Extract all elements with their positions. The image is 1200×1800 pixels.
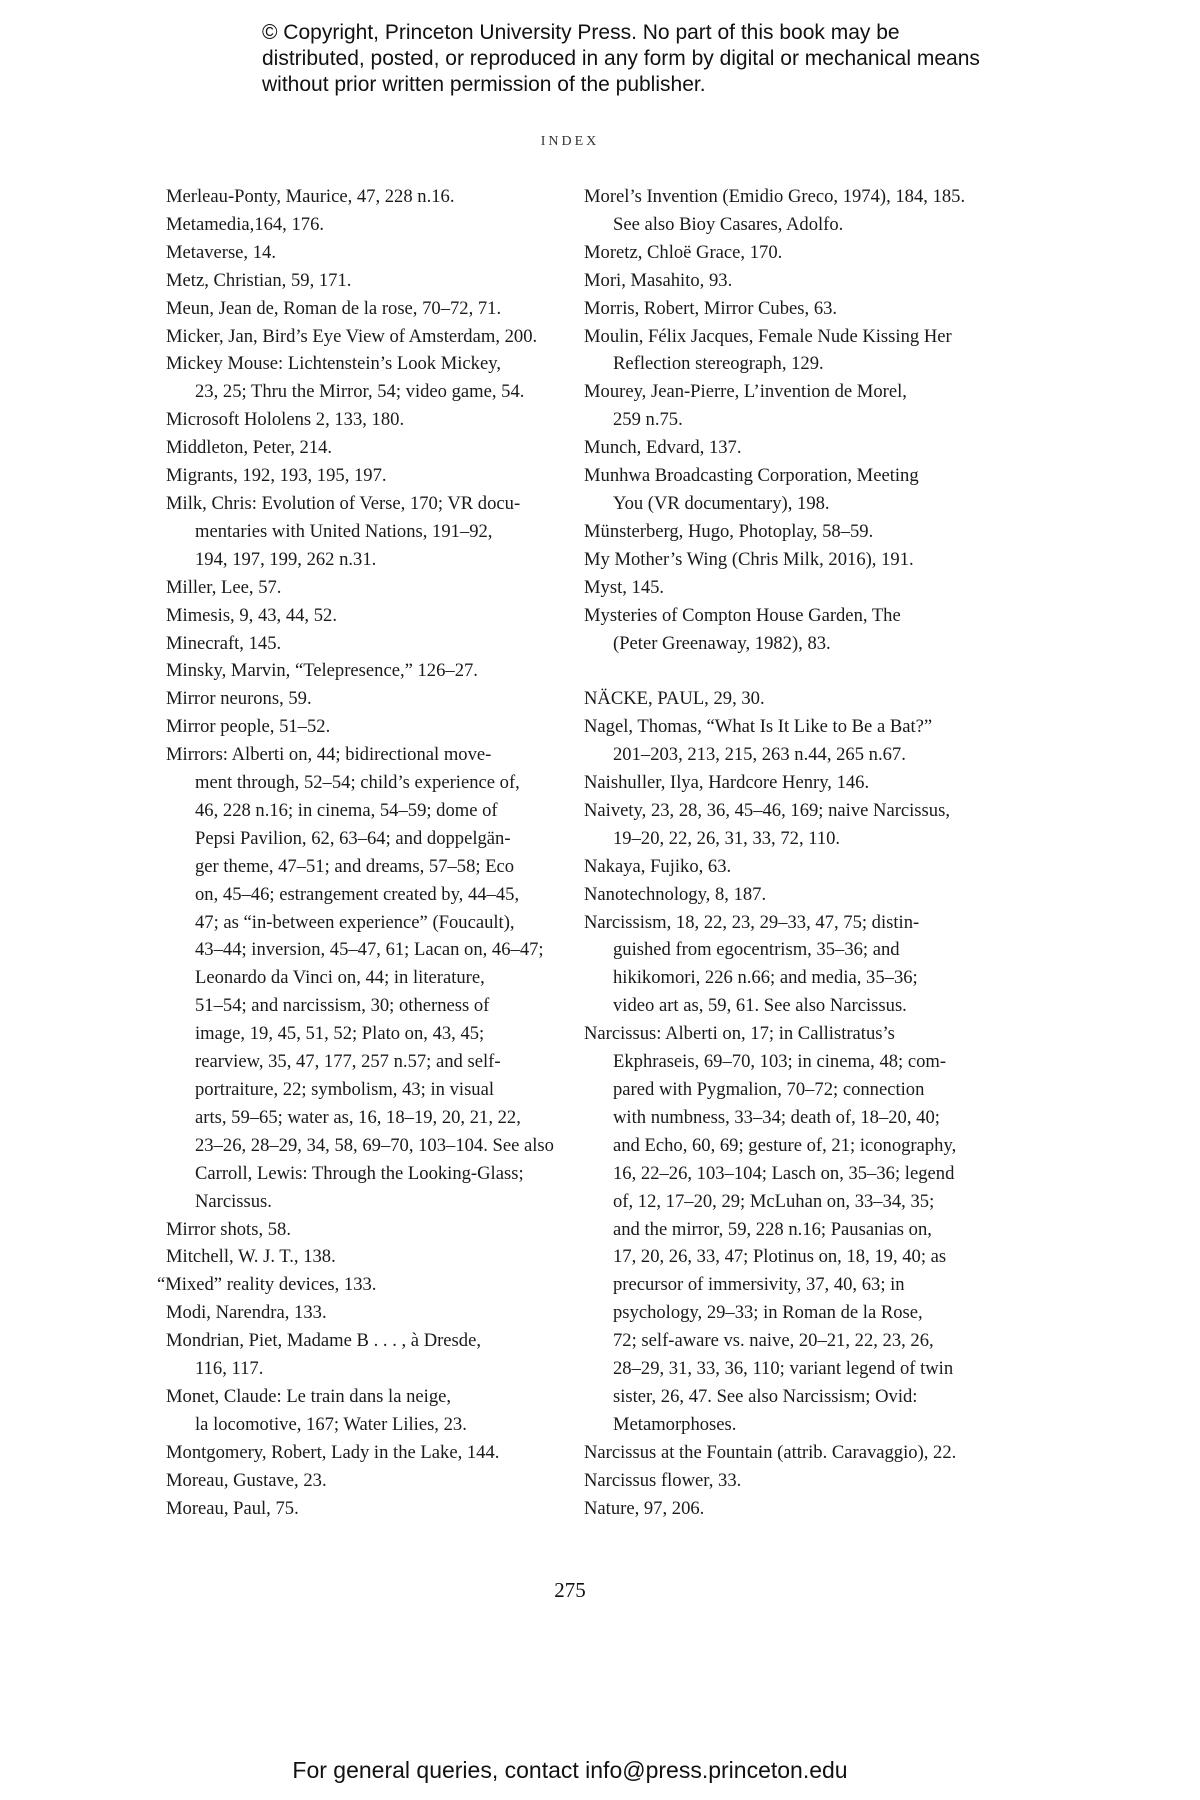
index-entry bbox=[166, 713, 566, 741]
entry-line: Nakaya, Fujiko, 63. bbox=[584, 855, 732, 877]
entry-line: Carroll, Lewis: Through the Looking-Glass; bbox=[195, 1162, 524, 1184]
index-column-left bbox=[157, 183, 566, 1523]
entry-line: mentaries with United Nations, 191–92, bbox=[195, 520, 493, 542]
index-entry bbox=[166, 685, 566, 713]
entry-line: hikikomori, 226 n.66; and media, 35–36; bbox=[613, 967, 918, 989]
page-number: 275 bbox=[554, 1578, 586, 1602]
entry-line: video art as, 59, 61. See also Narcissus. bbox=[613, 995, 907, 1017]
entry-line: Morel’s Invention (Emidio Greco, 1974), 184, 185. bbox=[584, 186, 966, 207]
entry-line: arts, 59–65; water as, 16, 18–19, 20, 21, 22, bbox=[195, 1106, 521, 1128]
entry-line: 28–29, 31, 33, 36, 110; variant legend of twin bbox=[613, 1358, 954, 1380]
index-entry bbox=[584, 546, 984, 574]
index-entry bbox=[584, 295, 984, 323]
entry-line: Mitchell, W. J. T., 138. bbox=[166, 1246, 336, 1268]
index-entry bbox=[584, 685, 984, 713]
index-entry bbox=[166, 434, 566, 462]
index-entry bbox=[584, 1020, 984, 1439]
index-entry bbox=[166, 1383, 566, 1439]
entry-line: Mondrian, Piet, Madame B . . . , à Dresde, bbox=[166, 1330, 481, 1352]
index-entry bbox=[584, 1467, 984, 1495]
entry-line: 19–20, 22, 26, 31, 33, 72, 110. bbox=[613, 827, 841, 849]
entry-line: of, 12, 17–20, 29; McLuhan on, 33–34, 35; bbox=[613, 1190, 935, 1212]
index-entry bbox=[584, 881, 984, 909]
entry-line: Moreau, Paul, 75. bbox=[166, 1497, 299, 1519]
index-entry bbox=[166, 350, 566, 406]
entry-line: Merleau-Ponty, Maurice, 47, 228 n.16. bbox=[166, 186, 455, 207]
entry-line: Morris, Robert, Mirror Cubes, 63. bbox=[584, 297, 838, 319]
entry-line: Munhwa Broadcasting Corporation, Meeting bbox=[584, 465, 919, 487]
index-entry bbox=[166, 323, 566, 351]
index-entry bbox=[166, 574, 566, 602]
index-column-right bbox=[584, 183, 984, 1522]
entry-line: pared with Pygmalion, 70–72; connection bbox=[613, 1078, 925, 1100]
entry-line: Migrants, 192, 193, 195, 197. bbox=[166, 465, 387, 487]
index-entry bbox=[584, 267, 984, 295]
running-head: INDEX bbox=[540, 134, 600, 149]
entry-line: 194, 197, 199, 262 n.31. bbox=[195, 548, 377, 570]
entry-line: psychology, 29–33; in Roman de la Rose, bbox=[613, 1302, 923, 1324]
entry-line: portraiture, 22; symbolism, 43; in visual bbox=[195, 1079, 495, 1100]
entry-line: Munch, Edvard, 137. bbox=[584, 437, 742, 459]
entry-line: Mori, Masahito, 93. bbox=[584, 269, 733, 291]
index-entry bbox=[166, 741, 566, 1215]
entry-line: Narcissus at the Fountain (attrib. Caravaggio), 22. bbox=[584, 1441, 957, 1463]
index-entry bbox=[166, 657, 566, 685]
index-entry bbox=[166, 630, 566, 658]
entry-line: ger theme, 47–51; and dreams, 57–58; Eco bbox=[195, 855, 515, 877]
entry-line: Naishuller, Ilya, Hardcore Henry, 146. bbox=[584, 772, 870, 794]
entry-line: Naivety, 23, 28, 36, 45–46, 169; naive Narcissus, bbox=[584, 799, 950, 821]
entry-line: Nanotechnology, 8, 187. bbox=[584, 883, 767, 905]
entry-line: Moreau, Gustave, 23. bbox=[166, 1469, 327, 1491]
entry-line: Meun, Jean de, Roman de la rose, 70–72, 71. bbox=[166, 297, 502, 319]
index-entry bbox=[166, 406, 566, 434]
index-entry bbox=[166, 1299, 566, 1327]
footer-contact: For general queries, contact info@press.princeton.edu bbox=[292, 1757, 848, 1783]
entry-line: 23, 25; Thru the Mirror, 54; video game, 54. bbox=[195, 381, 525, 403]
entry-line: with numbness, 33–34; death of, 18–20, 40; bbox=[613, 1106, 940, 1128]
entry-line: Metz, Christian, 59, 171. bbox=[166, 269, 352, 291]
entry-line: You (VR documentary), 198. bbox=[613, 492, 830, 514]
entry-line: Metamorphoses. bbox=[613, 1413, 737, 1435]
entry-line: Mirrors: Alberti on, 44; bidirectional move- bbox=[166, 744, 492, 766]
entry-line: Moretz, Chloë Grace, 170. bbox=[584, 241, 783, 263]
entry-line: and the mirror, 59, 228 n.16; Pausanias on, bbox=[613, 1218, 932, 1240]
entry-line: 201–203, 213, 215, 263 n.44, 265 n.67. bbox=[613, 744, 906, 766]
index-entry bbox=[584, 1495, 984, 1523]
entry-line: Mirror neurons, 59. bbox=[166, 688, 312, 710]
entry-line: Münsterberg, Hugo, Photoplay, 58–59. bbox=[584, 520, 874, 542]
entry-line: Minecraft, 145. bbox=[166, 632, 282, 654]
entry-line: Reflection stereograph, 129. bbox=[613, 353, 824, 375]
entry-line: 17, 20, 26, 33, 47; Plotinus on, 18, 19, 40; as bbox=[613, 1246, 947, 1268]
copyright-notice: © Copyright, Princeton University Press. No part of this book may be distributed, posted, or reproduced in any form by digital or mechanical means without prior written permission of the publisher. bbox=[262, 21, 980, 96]
entry-line: Mirror people, 51–52. bbox=[166, 716, 331, 738]
index-entry bbox=[584, 462, 984, 518]
index-entry bbox=[584, 518, 984, 546]
entry-line: 259 n.75. bbox=[613, 409, 683, 431]
entry-line: Myst, 145. bbox=[584, 576, 665, 598]
index-entry bbox=[166, 1439, 566, 1467]
index-entry bbox=[584, 434, 984, 462]
index-entry bbox=[584, 769, 984, 797]
index-entry bbox=[584, 853, 984, 881]
entry-line: Miller, Lee, 57. bbox=[166, 576, 282, 598]
entry-line: Mourey, Jean-Pierre, L’invention de Morel, bbox=[584, 381, 907, 403]
entry-line: 116, 117. bbox=[195, 1358, 264, 1380]
entry-line: Moulin, Félix Jacques, Female Nude Kissing Her bbox=[584, 325, 952, 347]
entry-line: on, 45–46; estrangement created by, 44–45, bbox=[195, 883, 520, 905]
index-entry bbox=[166, 462, 566, 490]
entry-line: Narcissus: Alberti on, 17; in Callistratus’s bbox=[584, 1023, 895, 1045]
entry-line: sister, 26, 47. See also Narcissism; Ovid: bbox=[613, 1385, 918, 1407]
index-entry bbox=[584, 797, 984, 853]
index-entry bbox=[166, 211, 566, 239]
entry-line: Pepsi Pavilion, 62, 63–64; and doppelgän- bbox=[195, 827, 511, 849]
entry-line: la locomotive, 167; Water Lilies, 23. bbox=[195, 1413, 467, 1435]
index-entry bbox=[584, 239, 984, 267]
entry-line: Microsoft Hololens 2, 133, 180. bbox=[166, 409, 405, 431]
index-entry bbox=[166, 1216, 566, 1244]
entry-line: Middleton, Peter, 214. bbox=[166, 437, 333, 459]
entry-line: 23–26, 28–29, 34, 58, 69–70, 103–104. See also bbox=[195, 1134, 554, 1156]
index-entry bbox=[166, 267, 566, 295]
index-entry bbox=[166, 1327, 566, 1383]
entry-line: Milk, Chris: Evolution of Verse, 170; VR docu- bbox=[166, 492, 521, 514]
entry-line: Ekphraseis, 69–70, 103; in cinema, 48; com- bbox=[613, 1051, 947, 1073]
entry-line: guished from egocentrism, 35–36; and bbox=[613, 939, 900, 961]
index-entry bbox=[166, 1467, 566, 1495]
entry-line: Monet, Claude: Le train dans la neige, bbox=[166, 1385, 452, 1407]
index-entry bbox=[584, 183, 984, 239]
entry-line: 47; as “in-between experience” (Foucault), bbox=[195, 911, 515, 933]
index-entry bbox=[166, 1495, 566, 1523]
entry-line: Narcissism, 18, 22, 23, 29–33, 47, 75; distin- bbox=[584, 911, 920, 933]
entry-line: Mickey Mouse: Lichtenstein’s Look Mickey, bbox=[166, 353, 501, 375]
index-entry bbox=[166, 239, 566, 267]
index-entry bbox=[584, 713, 984, 769]
entry-line: Metaverse, 14. bbox=[166, 241, 276, 263]
index-entry bbox=[584, 602, 984, 658]
entry-line: 46, 228 n.16; in cinema, 54–59; dome of bbox=[195, 799, 498, 821]
entry-line: Mirror shots, 58. bbox=[166, 1218, 291, 1240]
entry-line: image, 19, 45, 51, 52; Plato on, 43, 45; bbox=[195, 1023, 485, 1045]
entry-line: Metamedia,164, 176. bbox=[166, 213, 325, 235]
entry-line: 43–44; inversion, 45–47, 61; Lacan on, 46–47; bbox=[195, 939, 544, 961]
entry-line: Nature, 97, 206. bbox=[584, 1497, 705, 1519]
entry-line: rearview, 35, 47, 177, 257 n.57; and self- bbox=[195, 1051, 501, 1073]
index-entry bbox=[584, 378, 984, 434]
entry-line: 72; self-aware vs. naive, 20–21, 22, 23, 26, bbox=[613, 1330, 934, 1352]
entry-line: See also Bioy Casares, Adolfo. bbox=[613, 213, 844, 235]
entry-line: Minsky, Marvin, “Telepresence,” 126–27. bbox=[166, 660, 478, 682]
entry-line: “Mixed” reality devices, 133. bbox=[157, 1274, 377, 1296]
index-entry bbox=[584, 1439, 984, 1467]
entry-line: Leonardo da Vinci on, 44; in literature, bbox=[195, 967, 485, 989]
entry-line: precursor of immersivity, 37, 40, 63; in bbox=[613, 1274, 905, 1296]
entry-line: and Echo, 60, 69; gesture of, 21; iconography, bbox=[613, 1134, 957, 1156]
entry-line: 51–54; and narcissism, 30; otherness of bbox=[195, 995, 490, 1017]
entry-line: My Mother’s Wing (Chris Milk, 2016), 191. bbox=[584, 548, 914, 570]
index-entry bbox=[584, 323, 984, 379]
index-entry bbox=[584, 909, 984, 1021]
entry-line: Micker, Jan, Bird’s Eye View of Amsterdam, 200. bbox=[166, 325, 538, 347]
entry-line: 16, 22–26, 103–104; Lasch on, 35–36; legend bbox=[613, 1162, 955, 1184]
index-entry bbox=[157, 1271, 566, 1299]
index-entry bbox=[166, 490, 566, 574]
entry-line: Mysteries of Compton House Garden, The bbox=[584, 604, 901, 626]
entry-line: Mimesis, 9, 43, 44, 52. bbox=[166, 604, 337, 626]
entry-line: NÄCKE, PAUL, 29, 30. bbox=[584, 688, 765, 710]
entry-line: Narcissus. bbox=[195, 1190, 272, 1212]
index-entry bbox=[166, 1243, 566, 1271]
index-entry bbox=[584, 574, 984, 602]
entry-line: Nagel, Thomas, “What Is It Like to Be a Bat?” bbox=[584, 716, 933, 738]
entry-line: Narcissus flower, 33. bbox=[584, 1469, 742, 1491]
entry-line: Modi, Narendra, 133. bbox=[166, 1302, 327, 1324]
entry-line: ment through, 52–54; child’s experience of, bbox=[195, 772, 520, 794]
index-entry bbox=[166, 295, 566, 323]
entry-line: (Peter Greenaway, 1982), 83. bbox=[613, 632, 831, 654]
index-entry bbox=[166, 602, 566, 630]
entry-line: Montgomery, Robert, Lady in the Lake, 144. bbox=[166, 1441, 500, 1463]
index-entry bbox=[166, 183, 566, 211]
